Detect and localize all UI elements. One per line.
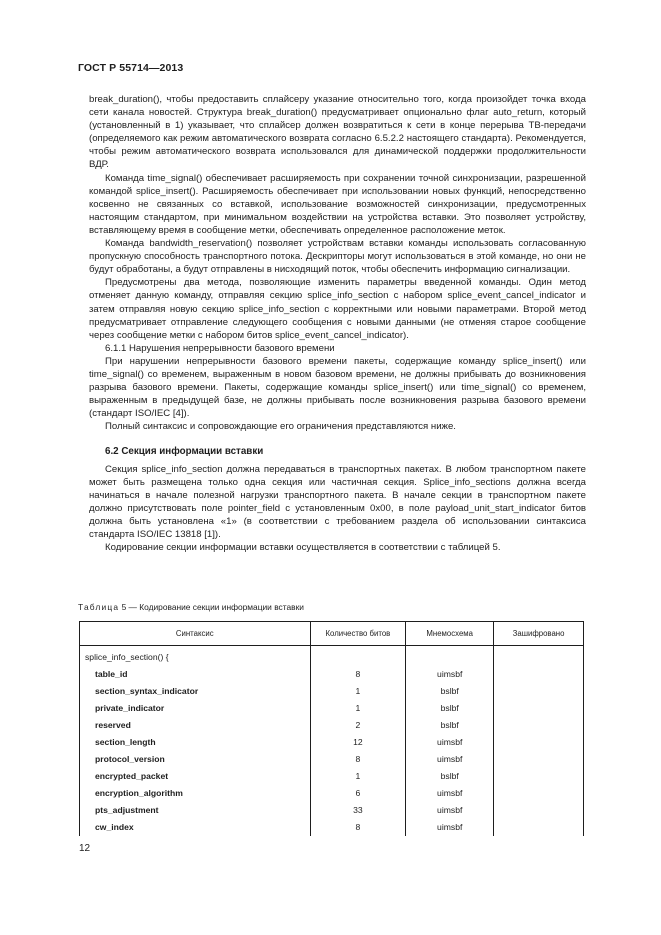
table-row	[80, 785, 584, 802]
table-row	[80, 682, 584, 699]
bits-cell: 8	[310, 819, 406, 836]
bits-cell: 1	[310, 699, 406, 716]
table-caption-text: 5 — Кодирование секции информации вставки	[119, 602, 304, 612]
encrypted-cell	[494, 802, 584, 819]
paragraph: break_duration(), чтобы предоставить сплайсеру указание относительно того, когда произойдет точка входа сети канала новостей. Структура break_duration() предусматривает опционально флаг auto_return, который (установленный в 1) указывает, что сплайсер должен возвратиться к сети в конце перерыва ТВ-передачи (определяемого как режим автоматического возврата согласно 6.5.2.2 настоящего стандарта). Рекомендуется, чтобы режим автоматического возврата использовался для динамической поддержки продолжительности ВДР.	[89, 94, 586, 171]
encrypted-cell	[494, 785, 584, 802]
mnemonic-cell: bslbf	[406, 682, 494, 699]
bits-cell: 12	[310, 733, 406, 750]
syntax-cell: reserved	[80, 716, 311, 733]
document-header: ГОСТ Р 55714—2013	[78, 62, 184, 74]
subsection-heading: 6.1.1 Нарушения непрерывности базового времени	[105, 342, 335, 354]
syntax-cell: pts_adjustment	[80, 802, 311, 819]
paragraph: Секция splice_info_section должна передаваться в транспортных пакетах. В любом транспортном пакете может быть размещена только одна секция или частичная секция. Splice_info_sections должна всегда начинаться в начале полезной нагрузки транспортного пакета. В начале секции в транспортном пакете должно присутствовать поле pointer_field с установленным 0x00, в поле payload_unit_start_indicator битов должна быть установлена «1» (в соответствии с требованием раздела об использовании синтаксиса стандарта ISO/IEC 13818 [1]).	[89, 463, 586, 540]
encrypted-cell	[494, 716, 584, 733]
paragraph: Кодирование секции информации вставки осуществляется в соответствии с таблицей 5.	[105, 542, 501, 554]
encrypted-cell	[494, 665, 584, 682]
table-row	[80, 646, 584, 666]
encrypted-cell	[494, 682, 584, 699]
mnemonic-cell: uimsbf	[406, 819, 494, 836]
mnemonic-cell	[406, 646, 494, 666]
syntax-cell: encrypted_packet	[80, 768, 311, 785]
table-row	[80, 751, 584, 768]
mnemonic-cell: uimsbf	[406, 733, 494, 750]
encrypted-cell	[494, 699, 584, 716]
syntax-cell: private_indicator	[80, 699, 311, 716]
bits-cell: 8	[310, 751, 406, 768]
syntax-cell: table_id	[80, 665, 311, 682]
bits-cell: 33	[310, 802, 406, 819]
syntax-cell: cw_index	[80, 819, 311, 836]
syntax-cell: section_length	[80, 733, 311, 750]
bits-cell: 1	[310, 768, 406, 785]
mnemonic-cell: uimsbf	[406, 785, 494, 802]
encrypted-cell	[494, 733, 584, 750]
table-row	[80, 733, 584, 750]
bits-cell: 8	[310, 665, 406, 682]
encrypted-cell	[494, 751, 584, 768]
table-row	[80, 768, 584, 785]
syntax-cell: splice_info_section() {	[80, 646, 311, 666]
table-row	[80, 802, 584, 819]
bits-cell: 2	[310, 716, 406, 733]
mnemonic-cell: uimsbf	[406, 802, 494, 819]
paragraph: Команда time_signal() обеспечивает расширяемость при сохранении точной синхронизации, разрешенной командой splice_insert(). Расширяемость обеспечивает при использовании новых функций, непосредственно косвенно не связанных со вставкой, использование возможностей синхронизации, предусмотренных настоящим стандартом, при минимальном воздействии на устройства вставки. Это позволяет устройству, вставляющему время в сообщение метки, обеспечивать определенное расположение меток.	[89, 172, 586, 236]
table-row	[80, 716, 584, 733]
body-text	[89, 93, 586, 554]
mnemonic-cell: bslbf	[406, 716, 494, 733]
mnemonic-cell: uimsbf	[406, 665, 494, 682]
paragraph: Полный синтаксис и сопровождающие его ограничения представляются ниже.	[105, 421, 456, 433]
syntax-cell: protocol_version	[80, 751, 311, 768]
syntax-table	[79, 621, 584, 836]
encrypted-cell	[494, 646, 584, 666]
encrypted-cell	[494, 819, 584, 836]
syntax-cell: encryption_algorithm	[80, 785, 311, 802]
page-number: 12	[79, 843, 91, 854]
header-encrypted: Зашифровано	[494, 622, 584, 646]
section-heading: 6.2 Секция информации вставки	[105, 446, 264, 458]
bits-cell: 1	[310, 682, 406, 699]
table-row	[80, 819, 584, 836]
mnemonic-cell: bslbf	[406, 699, 494, 716]
header-mnemonic: Мнемосхема	[406, 622, 494, 646]
paragraph: Предусмотрены два метода, позволяющие изменить параметры введенной команды. Один метод отменяет данную команду, отправляя секцию splice_info_section с набором splice_event_cancel_indicator и затем отправляя новую секцию splice_info_section с корректными или новыми параметрами. Второй метод предусматривает отправление следующего сообщения с новыми данными (не отменяя старое сообщение через сообщение метки с набором битов splice_event_cancel_indicator).	[89, 277, 586, 341]
header-syntax: Синтаксис	[80, 622, 311, 646]
table-caption-label: Таблица	[78, 602, 120, 612]
syntax-cell: section_syntax_indicator	[80, 682, 311, 699]
header-bits: Количество битов	[310, 622, 406, 646]
encrypted-cell	[494, 768, 584, 785]
table-row	[80, 699, 584, 716]
table-row	[80, 665, 584, 682]
table-header-row	[80, 622, 584, 646]
bits-cell: 6	[310, 785, 406, 802]
table-caption	[78, 602, 304, 612]
paragraph: При нарушении непрерывности базового времени пакеты, содержащие команду splice_insert() или time_signal() со временем, выраженным в новом базовом времени, не должны прибывать до возникновения разрыва базового времени. Пакеты, содержащие команды splice_insert() или time_signal() со временем, выраженным в предыдущей базе, не должны прибывать после возникновения разрыва базового времени (стандарт ISO/IEC [4]).	[89, 355, 586, 420]
mnemonic-cell: bslbf	[406, 768, 494, 785]
paragraph: Команда bandwidth_reservation() позволяет устройствам вставки команды использовать согласованную пропускную способность транспортного потока. Дескрипторы могут использоваться в этой команде, но они не будут обработаны, а будут отправлены в нисходящий поток, чтобы обеспечить информацию сигнализации.	[89, 238, 586, 276]
bits-cell	[310, 646, 406, 666]
mnemonic-cell: uimsbf	[406, 751, 494, 768]
